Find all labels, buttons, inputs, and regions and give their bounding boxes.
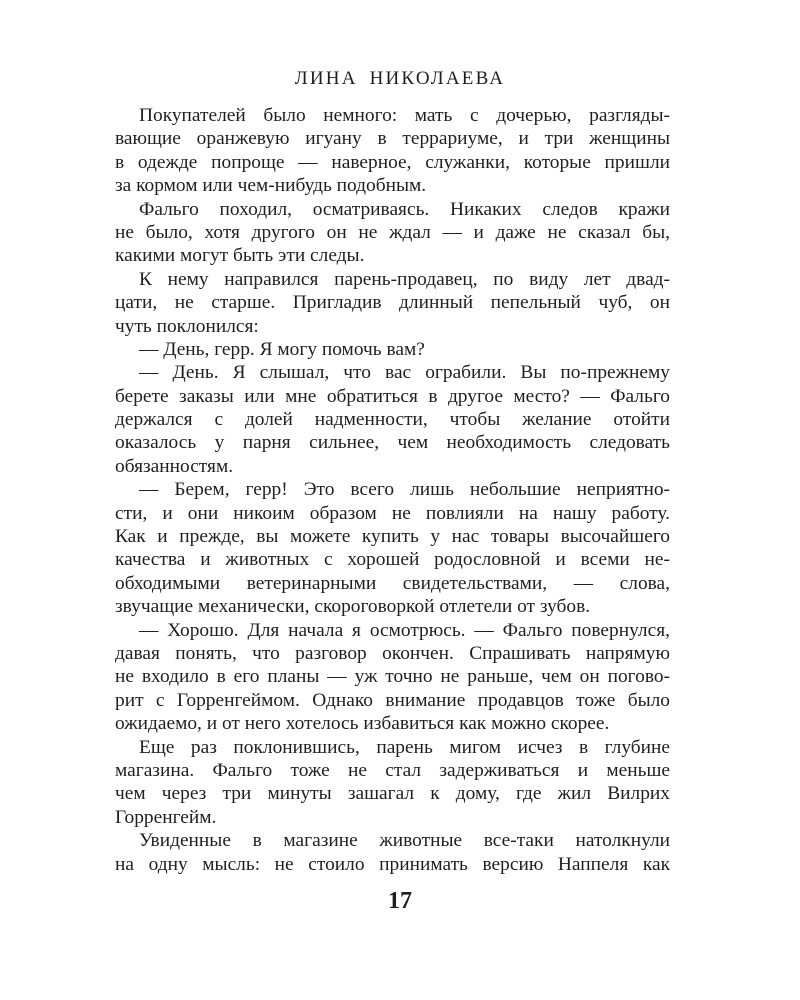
text-line: качества и животных с хорошей родословной и всеми не- — [115, 549, 670, 571]
text-line: сти, и они никоим образом не повлияли на нашу работу. — [115, 502, 670, 524]
text-line: в одежде попроще — наверное, служанки, которые пришли — [115, 151, 670, 173]
text-line: обязанностям. — [115, 455, 234, 477]
text-line: оказалось у парня сильнее, чем необходимость следовать — [115, 432, 670, 454]
text-line: К нему направился парень-продавец, по виду лет двад- — [139, 268, 670, 290]
text-line: магазина. Фальго тоже не стал задерживаться и меньше — [115, 759, 670, 781]
text-line: цати, не старше. Пригладив длинный пепельный чуб, он — [115, 292, 670, 314]
text-line: Увиденные в магазине животные все-таки натолкнули — [139, 830, 670, 852]
text-line: чем через три минуты зашагал к дому, где жил Вилрих — [115, 783, 670, 805]
text-line: на одну мысль: не стоило принимать версию Наппеля как — [115, 853, 670, 875]
text-line: за кормом или чем-нибудь подобным. — [115, 175, 427, 197]
text-line: Покупателей было немного: мать с дочерью, разгляды- — [139, 105, 670, 126]
text-line: держался с долей надменности, чтобы желание отойти — [115, 409, 670, 431]
text-line: звучащие механически, скороговоркой отлетели от зубов. — [115, 596, 591, 618]
text-line: давая понять, что разговор окончен. Спрашивать напрямую — [115, 642, 670, 664]
text-line: какими могут быть эти следы. — [115, 245, 365, 267]
text-line: — Берем, герр! Это всего лишь небольшие неприятно- — [139, 479, 670, 501]
text-line: Фальго походил, осматриваясь. Никаких следов кражи — [139, 198, 670, 220]
text-line: Еще раз поклонившись, парень мигом исчез в глубине — [139, 736, 670, 758]
running-header: ЛИНА НИКОЛАЕВА — [294, 68, 506, 89]
text-line: чуть поклонился: — [115, 315, 259, 337]
text-line: Как и прежде, вы можете купить у нас товары высочайшего — [115, 526, 670, 548]
body-text — [115, 104, 670, 876]
text-line: вающие оранжевую игуану в террариуме, и три женщины — [115, 128, 670, 150]
text-line: — Хорошо. Для начала я осмотрюсь. — Фальго повернулся, — [139, 619, 670, 641]
text-line: ожидаемо, и от него хотелось избавиться как можно скорее. — [115, 713, 610, 735]
text-line: берете заказы или мне обратиться в другое место? — Фальго — [115, 385, 670, 407]
text-line: Горренгейм. — [115, 806, 217, 828]
page-number: 17 — [388, 888, 412, 914]
text-line: — День. Я слышал, что вас ограбили. Вы по-прежнему — [139, 362, 670, 384]
text-line: не было, хотя другого он не ждал — и даже не сказал бы, — [115, 221, 670, 243]
text-line: — День, герр. Я могу помочь вам? — [139, 338, 425, 360]
text-line: обходимыми ветеринарными свидетельствами, — слова, — [115, 572, 670, 594]
text-line: не входило в его планы — уж точно не раньше, чем он погово- — [115, 666, 670, 688]
text-line: рит с Горренгеймом. Однако внимание продавцов тоже было — [115, 689, 670, 711]
